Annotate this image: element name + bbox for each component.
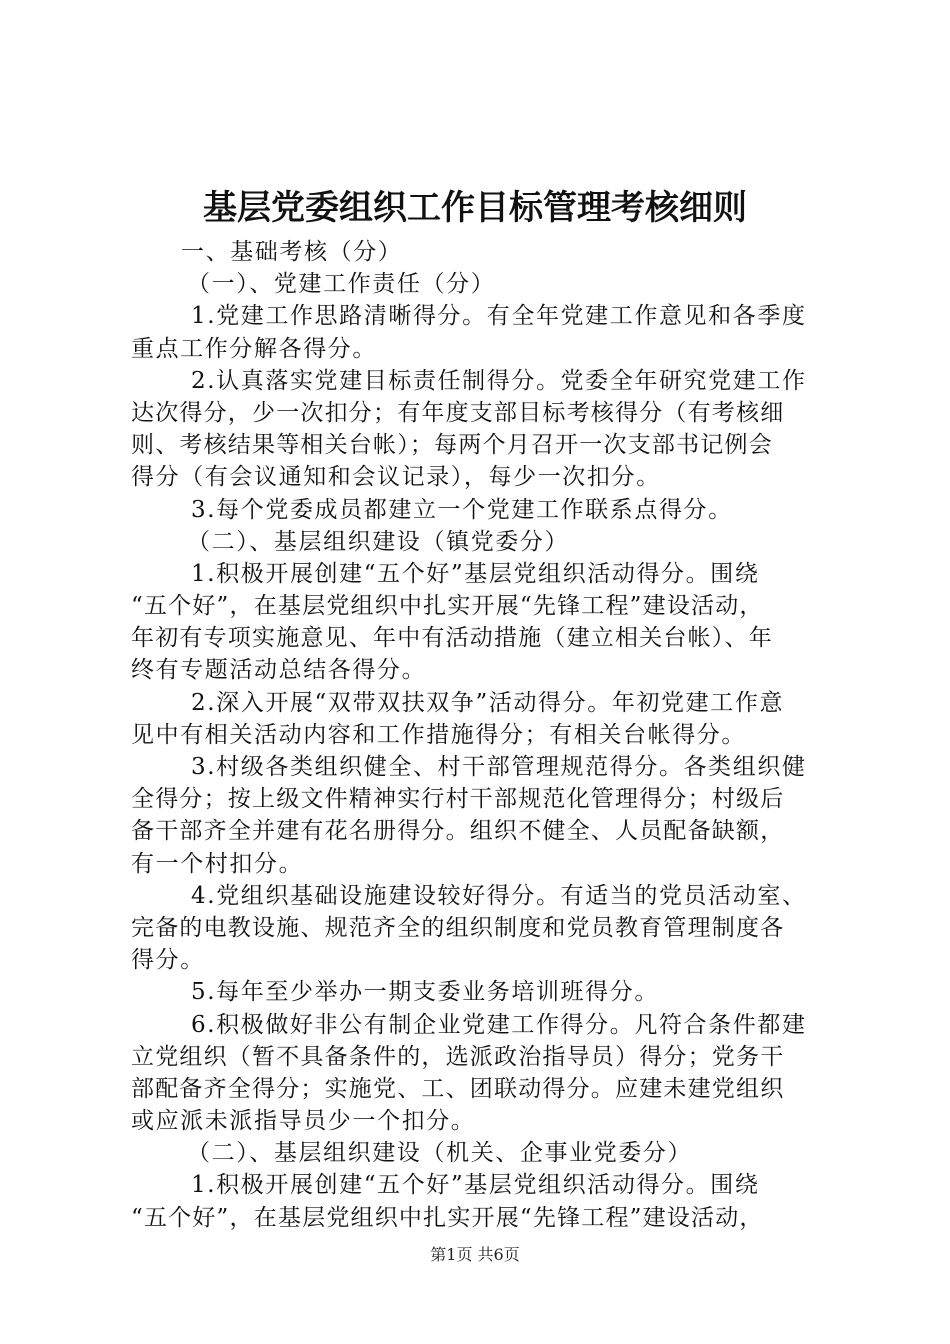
paragraph-line: “五个好”，在基层党组织中扎实开展“先锋工程”建设活动， — [131, 593, 764, 620]
paragraph-line: 1.积极开展创建“五个好”基层党组织活动得分。围绕 — [191, 560, 760, 587]
page-footer: 第1页 共6页 — [430, 1245, 520, 1264]
paragraph-line: 3.每个党委成员都建立一个党建工作联系点得分。 — [191, 496, 733, 523]
paragraph-line: 得分（有会议通知和会议记录），每少一次扣分。 — [131, 464, 661, 491]
paragraph-line: 年初有专项实施意见、年中有活动措施（建立相关台帐）、年 — [131, 625, 773, 652]
paragraph-line: 2.深入开展“双带双扶双争”活动得分。年初党建工作意 — [191, 689, 785, 716]
paragraph-line: 3.村级各类组织健全、村干部管理规范得分。各类组织健 — [191, 754, 807, 780]
paragraph-line: 4.党组织基础设施建设较好得分。有适当的党员活动室、 — [191, 882, 807, 909]
section-heading-basic: 一、基础考核（分） — [181, 239, 403, 265]
subsection-heading-2: （二）、基层组织建设（镇党委分） — [187, 528, 570, 555]
paragraph-line: 1.党建工作思路清晰得分。有全年党建工作意见和各季度 — [191, 303, 807, 330]
paragraph-line: 见中有相关活动内容和工作措施得分；有相关台帐得分。 — [131, 721, 746, 748]
paragraph-line: 6.积极做好非公有制企业党建工作得分。凡符合条件都建 — [191, 1011, 807, 1038]
paragraph-line: 完备的电教设施、规范齐全的组织制度和党员教育管理制度各 — [131, 914, 785, 941]
paragraph-line: 备干部齐全并建有花名册得分。组织不健全、人员配备缺额， — [131, 818, 785, 845]
paragraph-line: 则、考核结果等相关台帐）；每两个月召开一次支部书记例会 — [131, 432, 773, 459]
paragraph-line: 5.每年至少举办一期支委业务培训班得分。 — [191, 979, 659, 1006]
paragraph-line: 立党组织（暂不具备条件的，选派政治指导员）得分；党务干 — [131, 1043, 785, 1070]
subsection-heading-3: （二）、基层组织建设（机关、企事业党委分） — [187, 1140, 693, 1167]
paragraph-line: 有一个村扣分。 — [131, 850, 304, 877]
paragraph-line: 重点工作分解各得分。 — [131, 335, 377, 362]
paragraph-line: “五个好”，在基层党组织中扎实开展“先锋工程”建设活动， — [131, 1204, 764, 1231]
document-title: 基层党委组织工作目标管理考核细则 — [203, 188, 747, 228]
paragraph-line: 终有专题活动总结各得分。 — [131, 657, 427, 684]
paragraph-line: 得分。 — [131, 947, 205, 974]
paragraph-line: 或应派未派指导员少一个扣分。 — [131, 1108, 476, 1135]
paragraph-line: 全得分；按上级文件精神实行村干部规范化管理得分；村级后 — [131, 786, 785, 813]
paragraph-line: 部配备齐全得分；实施党、工、团联动得分。应建未建党组织 — [131, 1075, 785, 1102]
paragraph-line: 达次得分，少一次扣分；有年度支部目标考核得分（有考核细 — [131, 399, 785, 426]
paragraph-line: 2.认真落实党建目标责任制得分。党委全年研究党建工作 — [191, 367, 807, 394]
document-body — [131, 236, 831, 1234]
subsection-heading-1: （一）、党建工作责任（分） — [187, 271, 496, 298]
paragraph-line: 1.积极开展创建“五个好”基层党组织活动得分。围绕 — [191, 1172, 760, 1199]
